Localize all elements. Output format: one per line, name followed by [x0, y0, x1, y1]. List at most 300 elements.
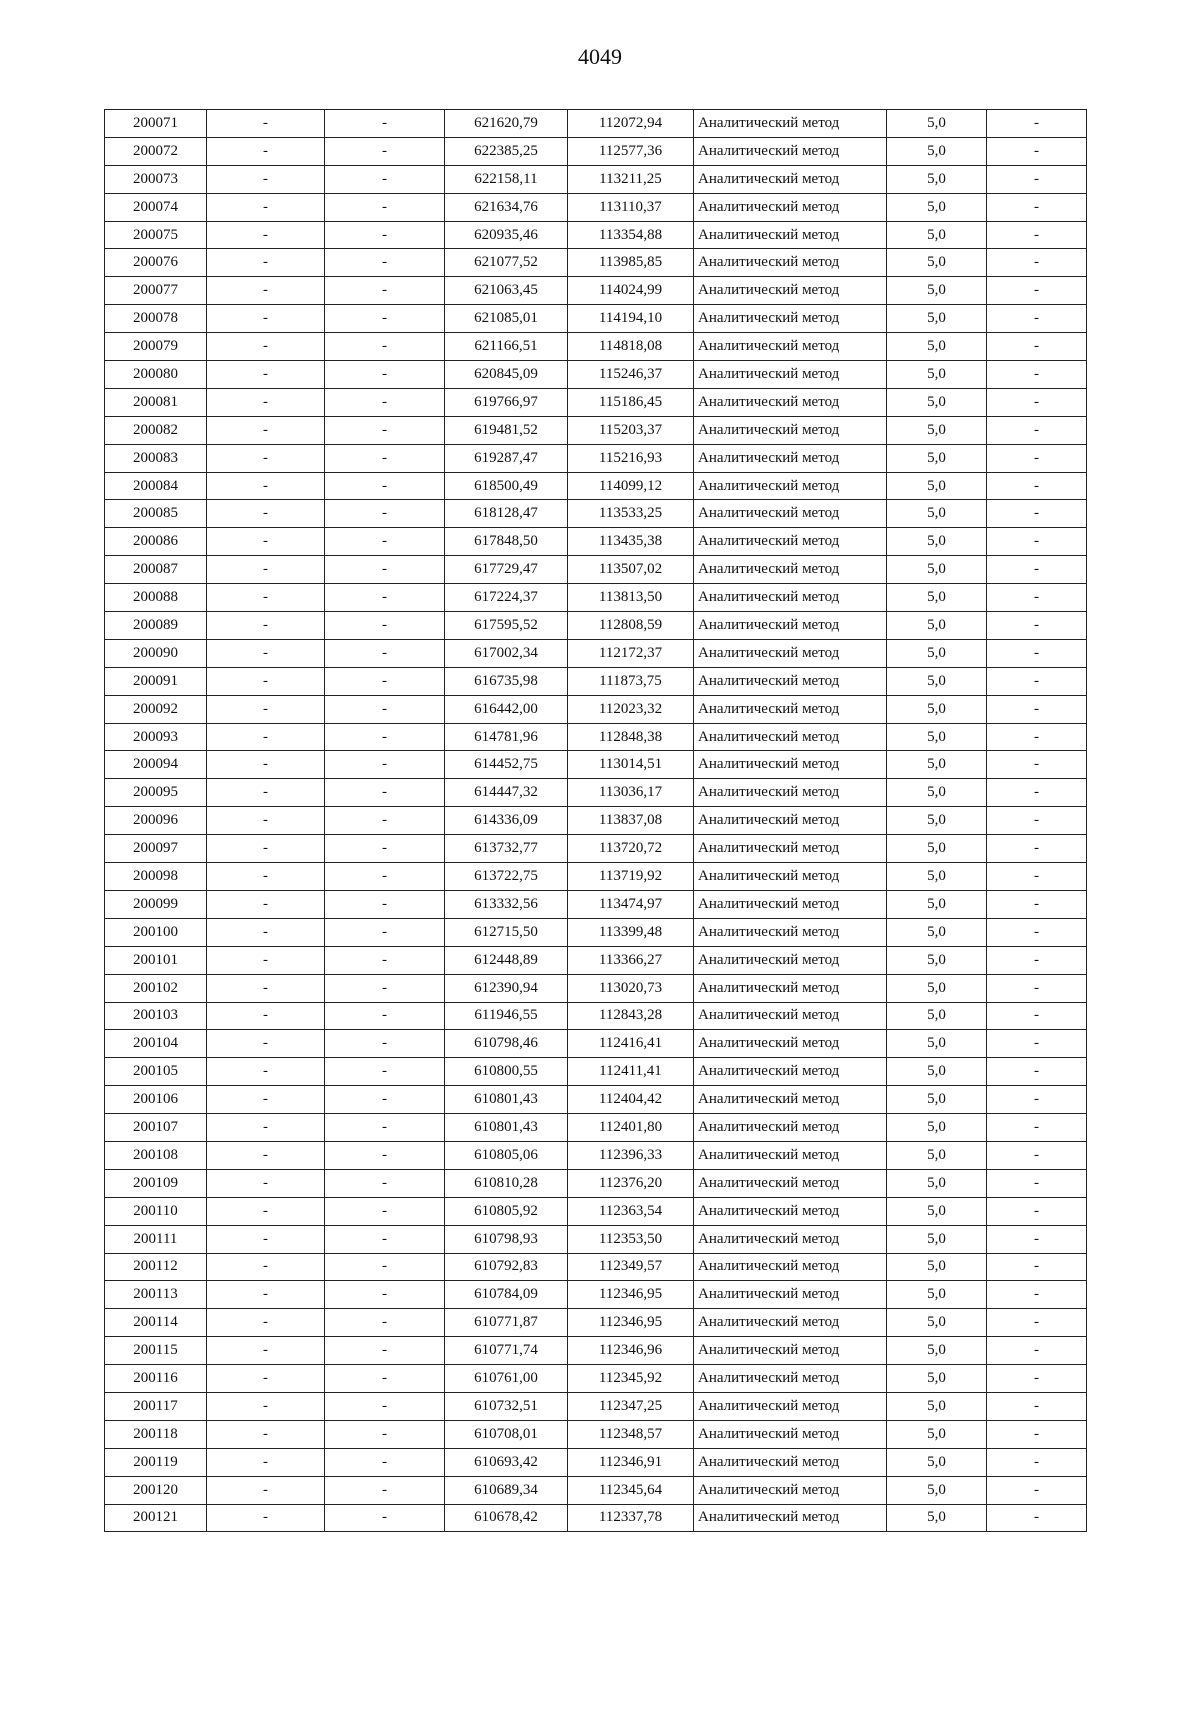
y-coordinate-cell: 112353,50: [568, 1225, 694, 1253]
dash-cell-3: -: [987, 723, 1087, 751]
point-id-cell: 200106: [105, 1086, 207, 1114]
point-id-cell: 200077: [105, 277, 207, 305]
table-row: [105, 835, 1087, 863]
y-coordinate-cell: 112349,57: [568, 1253, 694, 1281]
dash-cell-1: -: [207, 779, 325, 807]
x-coordinate-cell: 619481,52: [445, 416, 568, 444]
point-id-cell: 200105: [105, 1058, 207, 1086]
method-cell: Аналитический метод: [694, 1504, 887, 1532]
dash-cell-1: -: [207, 807, 325, 835]
y-coordinate-cell: 113020,73: [568, 974, 694, 1002]
table-body: [105, 110, 1087, 1532]
dash-cell-2: -: [325, 835, 445, 863]
y-coordinate-cell: 113110,37: [568, 193, 694, 221]
dash-cell-1: -: [207, 1141, 325, 1169]
y-coordinate-cell: 113014,51: [568, 751, 694, 779]
method-cell: Аналитический метод: [694, 1253, 887, 1281]
dash-cell-3: -: [987, 974, 1087, 1002]
dash-cell-2: -: [325, 946, 445, 974]
table-row: [105, 1448, 1087, 1476]
accuracy-cell: 5,0: [887, 667, 987, 695]
y-coordinate-cell: 112345,92: [568, 1365, 694, 1393]
dash-cell-3: -: [987, 612, 1087, 640]
y-coordinate-cell: 112411,41: [568, 1058, 694, 1086]
method-cell: Аналитический метод: [694, 918, 887, 946]
dash-cell-2: -: [325, 1420, 445, 1448]
dash-cell-2: -: [325, 751, 445, 779]
point-id-cell: 200072: [105, 137, 207, 165]
dash-cell-1: -: [207, 751, 325, 779]
method-cell: Аналитический метод: [694, 1002, 887, 1030]
accuracy-cell: 5,0: [887, 974, 987, 1002]
accuracy-cell: 5,0: [887, 1086, 987, 1114]
method-cell: Аналитический метод: [694, 444, 887, 472]
dash-cell-1: -: [207, 584, 325, 612]
y-coordinate-cell: 111873,75: [568, 667, 694, 695]
dash-cell-2: -: [325, 890, 445, 918]
page-number: 4049: [578, 44, 622, 69]
method-cell: Аналитический метод: [694, 1169, 887, 1197]
dash-cell-1: -: [207, 1448, 325, 1476]
table-row: [105, 472, 1087, 500]
dash-cell-3: -: [987, 1504, 1087, 1532]
dash-cell-1: -: [207, 946, 325, 974]
y-coordinate-cell: 113719,92: [568, 863, 694, 891]
method-cell: Аналитический метод: [694, 584, 887, 612]
dash-cell-3: -: [987, 751, 1087, 779]
dash-cell-2: -: [325, 305, 445, 333]
dash-cell-3: -: [987, 779, 1087, 807]
dash-cell-3: -: [987, 305, 1087, 333]
dash-cell-3: -: [987, 1225, 1087, 1253]
y-coordinate-cell: 112172,37: [568, 639, 694, 667]
y-coordinate-cell: 112347,25: [568, 1392, 694, 1420]
table-row: [105, 416, 1087, 444]
y-coordinate-cell: 115246,37: [568, 361, 694, 389]
method-cell: Аналитический метод: [694, 1448, 887, 1476]
dash-cell-3: -: [987, 110, 1087, 138]
table-row: [105, 388, 1087, 416]
point-id-cell: 200097: [105, 835, 207, 863]
dash-cell-2: -: [325, 1337, 445, 1365]
table-row: [105, 1392, 1087, 1420]
accuracy-cell: 5,0: [887, 1420, 987, 1448]
point-id-cell: 200087: [105, 556, 207, 584]
x-coordinate-cell: 621085,01: [445, 305, 568, 333]
dash-cell-2: -: [325, 333, 445, 361]
point-id-cell: 200075: [105, 221, 207, 249]
dash-cell-1: -: [207, 835, 325, 863]
point-id-cell: 200112: [105, 1253, 207, 1281]
point-id-cell: 200076: [105, 249, 207, 277]
point-id-cell: 200114: [105, 1309, 207, 1337]
x-coordinate-cell: 621620,79: [445, 110, 568, 138]
dash-cell-3: -: [987, 1002, 1087, 1030]
dash-cell-3: -: [987, 695, 1087, 723]
method-cell: Аналитический метод: [694, 193, 887, 221]
point-id-cell: 200119: [105, 1448, 207, 1476]
x-coordinate-cell: 610678,42: [445, 1504, 568, 1532]
x-coordinate-cell: 621166,51: [445, 333, 568, 361]
dash-cell-3: -: [987, 639, 1087, 667]
point-id-cell: 200078: [105, 305, 207, 333]
dash-cell-2: -: [325, 444, 445, 472]
method-cell: Аналитический метод: [694, 416, 887, 444]
accuracy-cell: 5,0: [887, 1030, 987, 1058]
dash-cell-3: -: [987, 193, 1087, 221]
dash-cell-3: -: [987, 918, 1087, 946]
dash-cell-3: -: [987, 1476, 1087, 1504]
y-coordinate-cell: 114024,99: [568, 277, 694, 305]
method-cell: Аналитический метод: [694, 500, 887, 528]
y-coordinate-cell: 113399,48: [568, 918, 694, 946]
dash-cell-1: -: [207, 110, 325, 138]
method-cell: Аналитический метод: [694, 723, 887, 751]
dash-cell-2: -: [325, 165, 445, 193]
dash-cell-2: -: [325, 1086, 445, 1114]
point-id-cell: 200107: [105, 1114, 207, 1142]
method-cell: Аналитический метод: [694, 1225, 887, 1253]
dash-cell-2: -: [325, 1030, 445, 1058]
y-coordinate-cell: 112808,59: [568, 612, 694, 640]
dash-cell-2: -: [325, 1448, 445, 1476]
x-coordinate-cell: 610801,43: [445, 1114, 568, 1142]
method-cell: Аналитический метод: [694, 1197, 887, 1225]
table-row: [105, 639, 1087, 667]
point-id-cell: 200117: [105, 1392, 207, 1420]
y-coordinate-cell: 114099,12: [568, 472, 694, 500]
x-coordinate-cell: 619766,97: [445, 388, 568, 416]
table-row: [105, 1420, 1087, 1448]
accuracy-cell: 5,0: [887, 612, 987, 640]
dash-cell-2: -: [325, 974, 445, 1002]
method-cell: Аналитический метод: [694, 835, 887, 863]
dash-cell-1: -: [207, 1281, 325, 1309]
accuracy-cell: 5,0: [887, 751, 987, 779]
dash-cell-3: -: [987, 1309, 1087, 1337]
point-id-cell: 200120: [105, 1476, 207, 1504]
method-cell: Аналитический метод: [694, 556, 887, 584]
y-coordinate-cell: 115186,45: [568, 388, 694, 416]
y-coordinate-cell: 113837,08: [568, 807, 694, 835]
point-id-cell: 200095: [105, 779, 207, 807]
x-coordinate-cell: 616442,00: [445, 695, 568, 723]
table-row: [105, 305, 1087, 333]
accuracy-cell: 5,0: [887, 723, 987, 751]
point-id-cell: 200083: [105, 444, 207, 472]
accuracy-cell: 5,0: [887, 1365, 987, 1393]
point-id-cell: 200086: [105, 528, 207, 556]
dash-cell-1: -: [207, 1365, 325, 1393]
x-coordinate-cell: 614447,32: [445, 779, 568, 807]
table-row: [105, 110, 1087, 138]
dash-cell-2: -: [325, 528, 445, 556]
y-coordinate-cell: 113435,38: [568, 528, 694, 556]
method-cell: Аналитический метод: [694, 277, 887, 305]
point-id-cell: 200084: [105, 472, 207, 500]
x-coordinate-cell: 610708,01: [445, 1420, 568, 1448]
x-coordinate-cell: 610693,42: [445, 1448, 568, 1476]
table-row: [105, 1253, 1087, 1281]
dash-cell-1: -: [207, 137, 325, 165]
table-row: [105, 277, 1087, 305]
dash-cell-3: -: [987, 556, 1087, 584]
table-row: [105, 890, 1087, 918]
accuracy-cell: 5,0: [887, 110, 987, 138]
x-coordinate-cell: 613732,77: [445, 835, 568, 863]
dash-cell-1: -: [207, 1002, 325, 1030]
dash-cell-3: -: [987, 1448, 1087, 1476]
dash-cell-3: -: [987, 863, 1087, 891]
accuracy-cell: 5,0: [887, 221, 987, 249]
accuracy-cell: 5,0: [887, 1253, 987, 1281]
point-id-cell: 200108: [105, 1141, 207, 1169]
dash-cell-3: -: [987, 1197, 1087, 1225]
accuracy-cell: 5,0: [887, 779, 987, 807]
table-row: [105, 1504, 1087, 1532]
accuracy-cell: 5,0: [887, 1309, 987, 1337]
dash-cell-1: -: [207, 1058, 325, 1086]
dash-cell-2: -: [325, 472, 445, 500]
method-cell: Аналитический метод: [694, 1476, 887, 1504]
accuracy-cell: 5,0: [887, 1504, 987, 1532]
point-id-cell: 200081: [105, 388, 207, 416]
dash-cell-1: -: [207, 416, 325, 444]
point-id-cell: 200094: [105, 751, 207, 779]
dash-cell-3: -: [987, 249, 1087, 277]
dash-cell-2: -: [325, 612, 445, 640]
accuracy-cell: 5,0: [887, 1392, 987, 1420]
x-coordinate-cell: 610771,74: [445, 1337, 568, 1365]
point-id-cell: 200102: [105, 974, 207, 1002]
y-coordinate-cell: 112072,94: [568, 110, 694, 138]
point-id-cell: 200100: [105, 918, 207, 946]
dash-cell-1: -: [207, 1420, 325, 1448]
dash-cell-1: -: [207, 695, 325, 723]
dash-cell-1: -: [207, 639, 325, 667]
x-coordinate-cell: 613722,75: [445, 863, 568, 891]
accuracy-cell: 5,0: [887, 946, 987, 974]
y-coordinate-cell: 114194,10: [568, 305, 694, 333]
dash-cell-1: -: [207, 1169, 325, 1197]
method-cell: Аналитический метод: [694, 751, 887, 779]
table-row: [105, 193, 1087, 221]
x-coordinate-cell: 610805,06: [445, 1141, 568, 1169]
dash-cell-2: -: [325, 779, 445, 807]
x-coordinate-cell: 616735,98: [445, 667, 568, 695]
dash-cell-2: -: [325, 416, 445, 444]
dash-cell-2: -: [325, 1392, 445, 1420]
method-cell: Аналитический метод: [694, 1337, 887, 1365]
dash-cell-1: -: [207, 388, 325, 416]
x-coordinate-cell: 617595,52: [445, 612, 568, 640]
point-id-cell: 200110: [105, 1197, 207, 1225]
table-row: [105, 333, 1087, 361]
dash-cell-3: -: [987, 584, 1087, 612]
dash-cell-1: -: [207, 863, 325, 891]
x-coordinate-cell: 610805,92: [445, 1197, 568, 1225]
y-coordinate-cell: 112348,57: [568, 1420, 694, 1448]
y-coordinate-cell: 113354,88: [568, 221, 694, 249]
dash-cell-2: -: [325, 1002, 445, 1030]
dash-cell-2: -: [325, 221, 445, 249]
dash-cell-2: -: [325, 1309, 445, 1337]
accuracy-cell: 5,0: [887, 165, 987, 193]
dash-cell-3: -: [987, 1114, 1087, 1142]
dash-cell-2: -: [325, 1504, 445, 1532]
dash-cell-3: -: [987, 1169, 1087, 1197]
method-cell: Аналитический метод: [694, 472, 887, 500]
dash-cell-3: -: [987, 1392, 1087, 1420]
accuracy-cell: 5,0: [887, 1225, 987, 1253]
dash-cell-2: -: [325, 1058, 445, 1086]
dash-cell-3: -: [987, 528, 1087, 556]
method-cell: Аналитический метод: [694, 946, 887, 974]
dash-cell-1: -: [207, 528, 325, 556]
y-coordinate-cell: 112363,54: [568, 1197, 694, 1225]
point-id-cell: 200116: [105, 1365, 207, 1393]
accuracy-cell: 5,0: [887, 556, 987, 584]
x-coordinate-cell: 618500,49: [445, 472, 568, 500]
method-cell: Аналитический метод: [694, 305, 887, 333]
x-coordinate-cell: 610771,87: [445, 1309, 568, 1337]
accuracy-cell: 5,0: [887, 388, 987, 416]
dash-cell-1: -: [207, 193, 325, 221]
dash-cell-1: -: [207, 667, 325, 695]
accuracy-cell: 5,0: [887, 361, 987, 389]
method-cell: Аналитический метод: [694, 249, 887, 277]
point-id-cell: 200121: [105, 1504, 207, 1532]
method-cell: Аналитический метод: [694, 1309, 887, 1337]
dash-cell-1: -: [207, 890, 325, 918]
accuracy-cell: 5,0: [887, 333, 987, 361]
method-cell: Аналитический метод: [694, 361, 887, 389]
dash-cell-2: -: [325, 1225, 445, 1253]
accuracy-cell: 5,0: [887, 890, 987, 918]
dash-cell-3: -: [987, 1281, 1087, 1309]
dash-cell-3: -: [987, 1337, 1087, 1365]
table-row: [105, 361, 1087, 389]
y-coordinate-cell: 112848,38: [568, 723, 694, 751]
y-coordinate-cell: 112396,33: [568, 1141, 694, 1169]
table-row: [105, 444, 1087, 472]
dash-cell-3: -: [987, 1141, 1087, 1169]
table-row: [105, 667, 1087, 695]
dash-cell-3: -: [987, 1086, 1087, 1114]
table-row: [105, 974, 1087, 1002]
accuracy-cell: 5,0: [887, 472, 987, 500]
dash-cell-1: -: [207, 1504, 325, 1532]
dash-cell-3: -: [987, 277, 1087, 305]
dash-cell-3: -: [987, 472, 1087, 500]
accuracy-cell: 5,0: [887, 918, 987, 946]
point-id-cell: 200074: [105, 193, 207, 221]
point-id-cell: 200093: [105, 723, 207, 751]
dash-cell-3: -: [987, 388, 1087, 416]
x-coordinate-cell: 622158,11: [445, 165, 568, 193]
dash-cell-1: -: [207, 305, 325, 333]
x-coordinate-cell: 618128,47: [445, 500, 568, 528]
table-row: [105, 723, 1087, 751]
accuracy-cell: 5,0: [887, 249, 987, 277]
dash-cell-2: -: [325, 1365, 445, 1393]
table-row: [105, 779, 1087, 807]
y-coordinate-cell: 112843,28: [568, 1002, 694, 1030]
method-cell: Аналитический метод: [694, 528, 887, 556]
method-cell: Аналитический метод: [694, 1030, 887, 1058]
method-cell: Аналитический метод: [694, 890, 887, 918]
accuracy-cell: 5,0: [887, 1281, 987, 1309]
x-coordinate-cell: 612715,50: [445, 918, 568, 946]
point-id-cell: 200104: [105, 1030, 207, 1058]
dash-cell-1: -: [207, 249, 325, 277]
dash-cell-3: -: [987, 1420, 1087, 1448]
x-coordinate-cell: 613332,56: [445, 890, 568, 918]
method-cell: Аналитический метод: [694, 612, 887, 640]
dash-cell-3: -: [987, 165, 1087, 193]
accuracy-cell: 5,0: [887, 835, 987, 863]
x-coordinate-cell: 621077,52: [445, 249, 568, 277]
point-id-cell: 200090: [105, 639, 207, 667]
x-coordinate-cell: 620935,46: [445, 221, 568, 249]
table-row: [105, 137, 1087, 165]
x-coordinate-cell: 622385,25: [445, 137, 568, 165]
table-row: [105, 695, 1087, 723]
y-coordinate-cell: 112346,91: [568, 1448, 694, 1476]
accuracy-cell: 5,0: [887, 444, 987, 472]
method-cell: Аналитический метод: [694, 1141, 887, 1169]
x-coordinate-cell: 610784,09: [445, 1281, 568, 1309]
dash-cell-1: -: [207, 1030, 325, 1058]
dash-cell-1: -: [207, 1476, 325, 1504]
point-id-cell: 200073: [105, 165, 207, 193]
point-id-cell: 200092: [105, 695, 207, 723]
accuracy-cell: 5,0: [887, 137, 987, 165]
dash-cell-2: -: [325, 1476, 445, 1504]
x-coordinate-cell: 619287,47: [445, 444, 568, 472]
dash-cell-1: -: [207, 500, 325, 528]
y-coordinate-cell: 112346,95: [568, 1281, 694, 1309]
dash-cell-1: -: [207, 1086, 325, 1114]
point-id-cell: 200088: [105, 584, 207, 612]
dash-cell-1: -: [207, 1114, 325, 1142]
x-coordinate-cell: 620845,09: [445, 361, 568, 389]
dash-cell-2: -: [325, 1141, 445, 1169]
accuracy-cell: 5,0: [887, 528, 987, 556]
x-coordinate-cell: 614781,96: [445, 723, 568, 751]
dash-cell-2: -: [325, 193, 445, 221]
method-cell: Аналитический метод: [694, 974, 887, 1002]
method-cell: Аналитический метод: [694, 1281, 887, 1309]
dash-cell-1: -: [207, 221, 325, 249]
x-coordinate-cell: 617729,47: [445, 556, 568, 584]
y-coordinate-cell: 114818,08: [568, 333, 694, 361]
y-coordinate-cell: 112346,95: [568, 1309, 694, 1337]
accuracy-cell: 5,0: [887, 193, 987, 221]
point-id-cell: 200089: [105, 612, 207, 640]
dash-cell-3: -: [987, 807, 1087, 835]
dash-cell-1: -: [207, 1309, 325, 1337]
x-coordinate-cell: 621063,45: [445, 277, 568, 305]
dash-cell-1: -: [207, 723, 325, 751]
accuracy-cell: 5,0: [887, 807, 987, 835]
dash-cell-2: -: [325, 500, 445, 528]
method-cell: Аналитический метод: [694, 695, 887, 723]
dash-cell-1: -: [207, 444, 325, 472]
table-row: [105, 500, 1087, 528]
x-coordinate-cell: 610800,55: [445, 1058, 568, 1086]
x-coordinate-cell: 610689,34: [445, 1476, 568, 1504]
